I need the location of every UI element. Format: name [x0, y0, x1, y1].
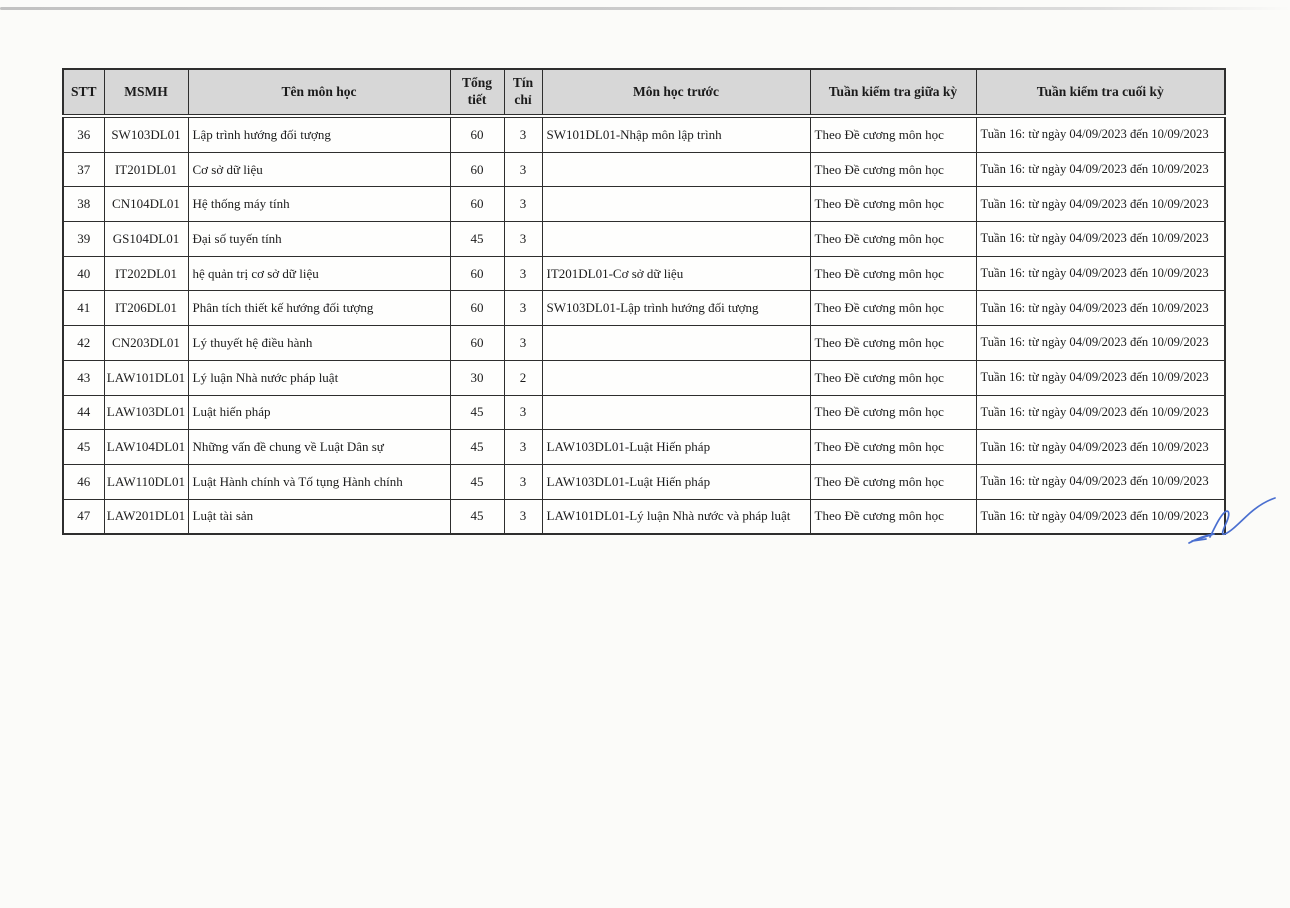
cell-tin-chi: 3: [504, 222, 542, 257]
cell-giua-ky: Theo Đề cương môn học: [810, 256, 976, 291]
table-row: [63, 222, 1225, 257]
cell-tin-chi: 3: [504, 326, 542, 361]
table-row: [63, 152, 1225, 187]
cell-cuoi-ky: Tuần 16: từ ngày 04/09/2023 đến 10/09/2023: [976, 360, 1225, 395]
cell-stt: 37: [63, 152, 104, 187]
cell-ten-mon-hoc: Luật hiến pháp: [188, 395, 450, 430]
cell-cuoi-ky: Tuần 16: từ ngày 04/09/2023 đến 10/09/2023: [976, 326, 1225, 361]
cell-cuoi-ky: Tuần 16: từ ngày 04/09/2023 đến 10/09/2023: [976, 116, 1225, 152]
cell-mon-hoc-truoc: [542, 326, 810, 361]
cell-cuoi-ky: Tuần 16: từ ngày 04/09/2023 đến 10/09/2023: [976, 152, 1225, 187]
handwritten-signature: [1182, 496, 1282, 558]
cell-mon-hoc-truoc: LAW101DL01-Lý luận Nhà nước và pháp luật: [542, 499, 810, 534]
cell-msmh: LAW103DL01: [104, 395, 188, 430]
cell-ten-mon-hoc: Cơ sở dữ liệu: [188, 152, 450, 187]
cell-giua-ky: Theo Đề cương môn học: [810, 360, 976, 395]
cell-tin-chi: 3: [504, 152, 542, 187]
cell-giua-ky: Theo Đề cương môn học: [810, 464, 976, 499]
cell-tong-tiet: 60: [450, 291, 504, 326]
signature-stroke: [1189, 498, 1275, 543]
cell-msmh: LAW104DL01: [104, 430, 188, 465]
cell-tin-chi: 3: [504, 499, 542, 534]
table-row: [63, 395, 1225, 430]
table-row: [63, 291, 1225, 326]
course-schedule-table-wrap: [62, 68, 1224, 535]
cell-msmh: LAW101DL01: [104, 360, 188, 395]
cell-stt: 42: [63, 326, 104, 361]
cell-giua-ky: Theo Đề cương môn học: [810, 222, 976, 257]
table-row: [63, 116, 1225, 152]
cell-stt: 39: [63, 222, 104, 257]
cell-tin-chi: 3: [504, 291, 542, 326]
cell-stt: 47: [63, 499, 104, 534]
cell-tong-tiet: 45: [450, 395, 504, 430]
cell-cuoi-ky: Tuần 16: từ ngày 04/09/2023 đến 10/09/2023: [976, 464, 1225, 499]
cell-cuoi-ky: Tuần 16: từ ngày 04/09/2023 đến 10/09/2023: [976, 291, 1225, 326]
cell-giua-ky: Theo Đề cương môn học: [810, 430, 976, 465]
cell-ten-mon-hoc: Lý luận Nhà nước pháp luật: [188, 360, 450, 395]
cell-giua-ky: Theo Đề cương môn học: [810, 116, 976, 152]
cell-tong-tiet: 45: [450, 222, 504, 257]
cell-stt: 41: [63, 291, 104, 326]
header-ten-mon-hoc: Tên môn học: [188, 69, 450, 116]
cell-ten-mon-hoc: Đại số tuyến tính: [188, 222, 450, 257]
cell-giua-ky: Theo Đề cương môn học: [810, 326, 976, 361]
cell-mon-hoc-truoc: [542, 152, 810, 187]
cell-ten-mon-hoc: hệ quản trị cơ sở dữ liệu: [188, 256, 450, 291]
cell-cuoi-ky: Tuần 16: từ ngày 04/09/2023 đến 10/09/2023: [976, 222, 1225, 257]
table-row: [63, 326, 1225, 361]
cell-mon-hoc-truoc: LAW103DL01-Luật Hiến pháp: [542, 430, 810, 465]
cell-ten-mon-hoc: Lập trình hướng đối tượng: [188, 116, 450, 152]
cell-mon-hoc-truoc: [542, 395, 810, 430]
cell-tong-tiet: 60: [450, 326, 504, 361]
cell-stt: 44: [63, 395, 104, 430]
cell-tin-chi: 3: [504, 395, 542, 430]
header-mon-hoc-truoc: Môn học trước: [542, 69, 810, 116]
cell-mon-hoc-truoc: IT201DL01-Cơ sở dữ liệu: [542, 256, 810, 291]
table-body: [63, 116, 1225, 534]
header-tong-tiet: Tổng tiết: [450, 69, 504, 116]
cell-tong-tiet: 60: [450, 187, 504, 222]
cell-mon-hoc-truoc: [542, 187, 810, 222]
cell-giua-ky: Theo Đề cương môn học: [810, 152, 976, 187]
table-row: [63, 464, 1225, 499]
cell-msmh: IT206DL01: [104, 291, 188, 326]
cell-giua-ky: Theo Đề cương môn học: [810, 499, 976, 534]
cell-tong-tiet: 30: [450, 360, 504, 395]
cell-msmh: SW103DL01: [104, 116, 188, 152]
cell-msmh: IT202DL01: [104, 256, 188, 291]
cell-tong-tiet: 60: [450, 116, 504, 152]
cell-stt: 46: [63, 464, 104, 499]
table-row: [63, 360, 1225, 395]
cell-msmh: CN104DL01: [104, 187, 188, 222]
cell-msmh: GS104DL01: [104, 222, 188, 257]
cell-giua-ky: Theo Đề cương môn học: [810, 187, 976, 222]
cell-tin-chi: 3: [504, 464, 542, 499]
cell-ten-mon-hoc: Những vấn đề chung về Luật Dân sự: [188, 430, 450, 465]
cell-ten-mon-hoc: Phân tích thiết kế hướng đối tượng: [188, 291, 450, 326]
cell-tin-chi: 2: [504, 360, 542, 395]
cell-tong-tiet: 45: [450, 430, 504, 465]
cell-tong-tiet: 60: [450, 152, 504, 187]
header-tin-chi: Tín chỉ: [504, 69, 542, 116]
cell-msmh: CN203DL01: [104, 326, 188, 361]
table-row: [63, 256, 1225, 291]
cell-tong-tiet: 60: [450, 256, 504, 291]
cell-mon-hoc-truoc: LAW103DL01-Luật Hiến pháp: [542, 464, 810, 499]
cell-mon-hoc-truoc: [542, 222, 810, 257]
cell-mon-hoc-truoc: [542, 360, 810, 395]
header-giua-ky: Tuần kiểm tra giữa kỳ: [810, 69, 976, 116]
cell-stt: 43: [63, 360, 104, 395]
cell-msmh: LAW201DL01: [104, 499, 188, 534]
course-schedule-table: [62, 68, 1226, 535]
header-msmh: MSMH: [104, 69, 188, 116]
scan-edge-artifact: [0, 7, 1290, 10]
cell-tong-tiet: 45: [450, 464, 504, 499]
cell-tin-chi: 3: [504, 430, 542, 465]
header-cuoi-ky: Tuần kiểm tra cuối kỳ: [976, 69, 1225, 116]
cell-stt: 36: [63, 116, 104, 152]
table-row: [63, 187, 1225, 222]
cell-cuoi-ky: Tuần 16: từ ngày 04/09/2023 đến 10/09/2023: [976, 395, 1225, 430]
header-stt: STT: [63, 69, 104, 116]
cell-tong-tiet: 45: [450, 499, 504, 534]
cell-mon-hoc-truoc: SW101DL01-Nhập môn lập trình: [542, 116, 810, 152]
cell-cuoi-ky: Tuần 16: từ ngày 04/09/2023 đến 10/09/2023: [976, 187, 1225, 222]
cell-tin-chi: 3: [504, 187, 542, 222]
cell-stt: 40: [63, 256, 104, 291]
cell-ten-mon-hoc: Hệ thống máy tính: [188, 187, 450, 222]
table-row: [63, 499, 1225, 534]
cell-giua-ky: Theo Đề cương môn học: [810, 395, 976, 430]
cell-cuoi-ky: Tuần 16: từ ngày 04/09/2023 đến 10/09/2023: [976, 256, 1225, 291]
cell-cuoi-ky: Tuần 16: từ ngày 04/09/2023 đến 10/09/2023: [976, 430, 1225, 465]
cell-mon-hoc-truoc: SW103DL01-Lập trình hướng đối tượng: [542, 291, 810, 326]
cell-ten-mon-hoc: Lý thuyết hệ điều hành: [188, 326, 450, 361]
cell-ten-mon-hoc: Luật tài sản: [188, 499, 450, 534]
header-row: [63, 69, 1225, 116]
cell-stt: 45: [63, 430, 104, 465]
table-row: [63, 430, 1225, 465]
cell-tin-chi: 3: [504, 256, 542, 291]
cell-giua-ky: Theo Đề cương môn học: [810, 291, 976, 326]
cell-msmh: IT201DL01: [104, 152, 188, 187]
cell-cuoi-ky: Tuần 16: từ ngày 04/09/2023 đến 10/09/2023: [976, 499, 1225, 534]
cell-tin-chi: 3: [504, 116, 542, 152]
cell-ten-mon-hoc: Luật Hành chính và Tố tụng Hành chính: [188, 464, 450, 499]
cell-stt: 38: [63, 187, 104, 222]
cell-msmh: LAW110DL01: [104, 464, 188, 499]
table-header: [63, 69, 1225, 116]
